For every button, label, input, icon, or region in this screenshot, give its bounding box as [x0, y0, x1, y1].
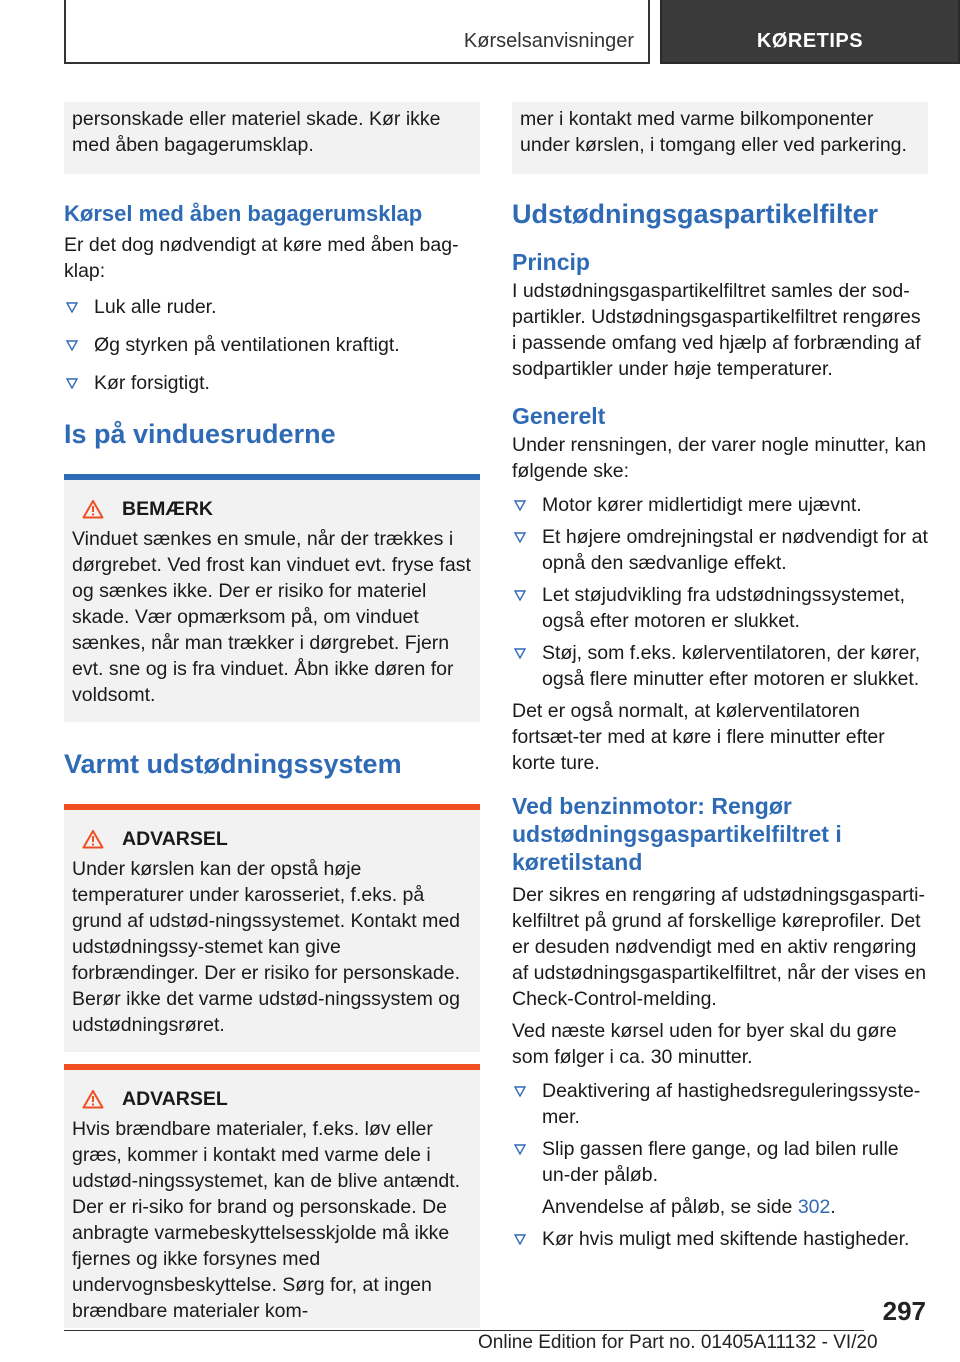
triangle-bullet-icon: [514, 590, 526, 601]
heading-petrol-engine: Ved benzinmotor: Rengør udstødningsgaspartikelfiltret i køretilstand: [512, 793, 842, 875]
carryover-text: personskade eller materiel skade. Kør ikke med åben bagagerumsklap.: [72, 108, 441, 156]
section-title: Kørselsanvisninger: [463, 30, 634, 52]
warning-triangle-icon: [82, 829, 104, 849]
list-item: Luk alle ruder.: [64, 294, 480, 320]
triangle-bullet-icon: [514, 500, 526, 511]
warning-box: [64, 804, 480, 1052]
heading-princip: Princip: [512, 249, 590, 275]
benzin-list: [512, 1078, 928, 1252]
chapter-title: KØRETIPS: [756, 30, 864, 52]
list-item: Kør forsigtigt.: [64, 370, 480, 396]
triangle-bullet-icon: [66, 302, 78, 313]
open-trunk-intro: Er det dog nødvendigt at køre med åben bag-klap:: [64, 234, 459, 282]
carryover-warning-box: [64, 102, 480, 174]
left-column: [64, 102, 480, 1328]
generelt-intro: Under rensningen, der varer nogle minutter, kan følgende ske:: [512, 434, 927, 482]
triangle-bullet-icon: [514, 648, 526, 659]
warning-title: ADVARSEL: [72, 1086, 472, 1112]
heading-generelt: Generelt: [512, 403, 606, 429]
list-item: Motor kører midlertidigt mere ujævnt.: [512, 492, 928, 518]
open-trunk-list: [64, 294, 480, 396]
heading-ice-windows: Is på vinduesruderne: [64, 419, 336, 449]
edition-text: Online Edition for Part no. 01405A11132 - VI/20: [478, 1332, 878, 1353]
warning-text: Under kørslen kan der opstå høje temperaturer under karosseriet, f.eks. på grund af udstød-ningssystemet. Kontakt med udstødningssy-stemet kan give forbrændinger. Der er risiko for personskade. Berør ikke det varme udstød-ningssystem og udstødningsrøret.: [72, 858, 461, 1036]
notice-box: [64, 474, 480, 722]
notice-text: Vinduet sænkes en smule, når der trækkes i dørgrebet. Ved frost kan vinduet evt. fryse fast og sænkes ikke. Der er risiko for materiel skade. Vær opmærksom på, om vinduet sænkes, når man trækker i dørgrebet. Fjern evt. sne og is fra vinduet. Åbn ikke døren for voldsomt.: [72, 528, 471, 706]
right-column: [512, 102, 928, 1252]
generelt-list: [512, 492, 928, 692]
warning-box: [64, 1064, 480, 1328]
section-tab: [64, 0, 650, 64]
benzin-text-1: Der sikres en rengøring af udstødningsgasparti-kelfiltret på grund af forskellige køreprofiler. Det er desuden nødvendigt med en aktiv rengøring af udstødningsgaspartikelfiltret, når der vises en Check-Control-melding.: [512, 884, 927, 1010]
heading-particulate-filter: Udstødningsgaspartikelfilter: [512, 199, 879, 229]
triangle-bullet-icon: [514, 1144, 526, 1155]
triangle-bullet-icon: [514, 1234, 526, 1245]
warning-text: Hvis brændbare materialer, f.eks. løv eller græs, kommer i kontakt med varme dele i udstød-ningssystemet, kan de blive antændt. Der er ri-siko for brand og personskade. De anbragte varmebeskyttelsesskjolde må ikke fjernes og ikke forsynes med undervognsbeskyttelse. Sørg for, at ingen brændbare materialer kom-: [72, 1118, 461, 1322]
cross-reference-note: Anvendelse af påløb, se side 302.: [542, 1196, 836, 1218]
warning-triangle-icon: [82, 499, 104, 519]
list-item: Kør hvis muligt med skiftende hastigheder.: [512, 1226, 928, 1252]
heading-hot-exhaust: Varmt udstødningssystem: [64, 749, 402, 779]
list-item: Slip gassen flere gange, og lad bilen rulle un-der påløb. Anvendelse af påløb, se side 302.: [512, 1136, 928, 1220]
princip-text: I udstødningsgaspartikelfiltret samles der sod-partikler. Udstødningsgaspartikelfiltret rengøres i passende omfang ved hjælp af forbrænding af sodpartikler under høje temperaturer.: [512, 280, 921, 380]
triangle-bullet-icon: [514, 532, 526, 543]
list-item: Støj, som f.eks. kølerventilatoren, der kører, også flere minutter efter motoren er slukket.: [512, 640, 928, 692]
page-header: [64, 0, 960, 64]
notice-title: BEMÆRK: [72, 496, 472, 522]
carryover-warning-box: [512, 102, 928, 174]
warning-title: ADVARSEL: [72, 826, 472, 852]
page-link[interactable]: 302: [797, 1196, 831, 1218]
heading-open-trunk: Kørsel med åben bagagerumsklap: [64, 201, 423, 226]
triangle-bullet-icon: [514, 1086, 526, 1097]
triangle-bullet-icon: [66, 340, 78, 351]
list-item: Let støjudvikling fra udstødningssystemet, også efter motoren er slukket.: [512, 582, 928, 634]
list-item: Deaktivering af hastighedsreguleringssyste-mer.: [512, 1078, 928, 1130]
generelt-after-text: Det er også normalt, at kølerventilatoren fortsæt-ter med at køre i flere minutter efter korte ture.: [512, 700, 885, 774]
benzin-text-2: Ved næste kørsel uden for byer skal du gøre som følger i ca. 30 minutter.: [512, 1020, 897, 1068]
carryover-text: mer i kontakt med varme bilkomponenter under kørslen, i tomgang eller ved parkering.: [520, 108, 907, 156]
chapter-tab: [660, 0, 960, 64]
warning-triangle-icon: [82, 1089, 104, 1109]
list-item: Et højere omdrejningstal er nødvendigt for at opnå den sædvanlige effekt.: [512, 524, 928, 576]
triangle-bullet-icon: [66, 378, 78, 389]
page-number: 297: [882, 1296, 926, 1326]
list-item: Øg styrken på ventilationen kraftigt.: [64, 332, 480, 358]
